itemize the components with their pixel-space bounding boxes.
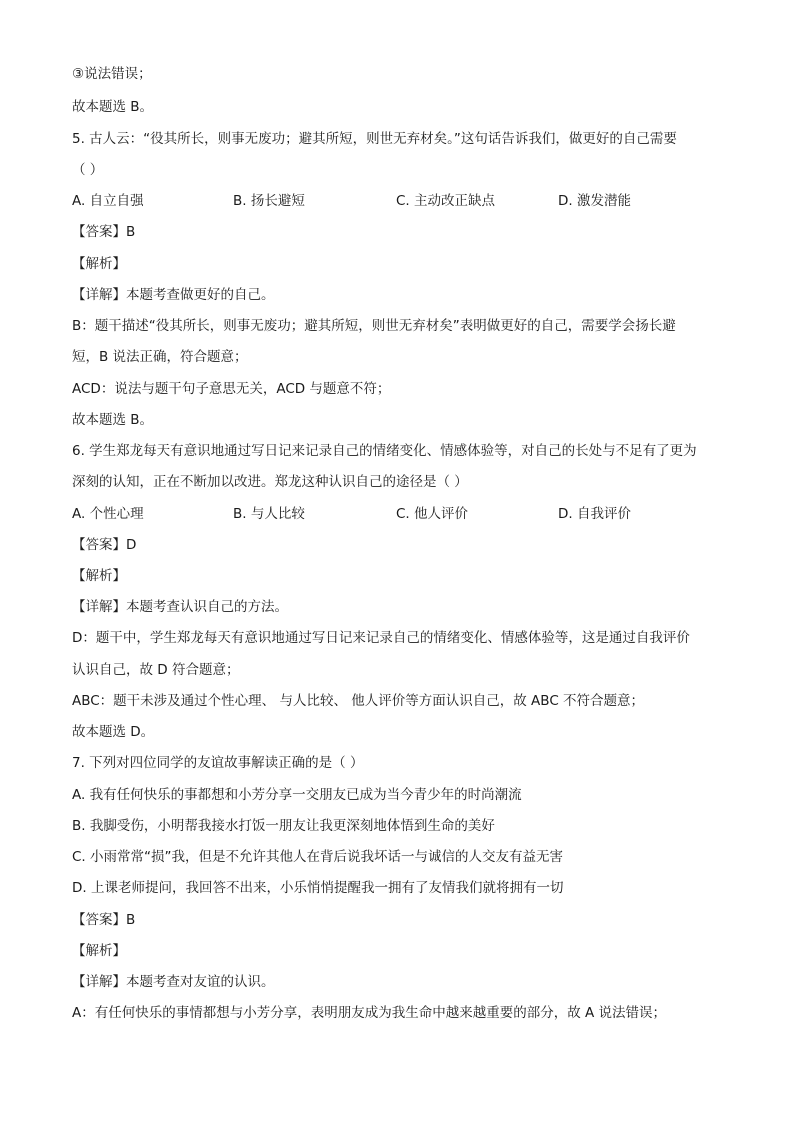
q6-option-c: C. 他人评价	[396, 506, 469, 522]
q5-option-d: D. 激发潜能	[558, 193, 631, 209]
text-line: D：题干中，学生郑龙每天有意识地通过写日记来记录自己的情绪变化、情感体验等，这是通过自我评价	[72, 630, 690, 646]
q6-option-a: A. 个性心理	[72, 506, 144, 522]
text-line: 故本题选 B。	[72, 412, 154, 428]
question-5-stem: 5. 古人云：“役其所长，则事无废功；避其所短，则世无弃材矣。”这句话告诉我们，做更好的自己需要	[72, 131, 677, 147]
analysis-label: 【解析】	[72, 256, 126, 272]
analysis-label: 【解析】	[72, 943, 126, 959]
q5-option-b: B. 扬长避短	[233, 193, 305, 209]
text-line: ACD：说法与题干句子意思无关，ACD 与题意不符；	[72, 381, 391, 397]
question-5-stem-cont: （ ）	[72, 162, 104, 178]
question-6-stem-cont: 深刻的认知，正在不断加以改进。郑龙这种认识自己的途径是（ ）	[72, 474, 468, 490]
analysis-label: 【解析】	[72, 568, 126, 584]
q7-option-d: D. 上课老师提问，我回答不出来，小乐悄悄提醒我一拥有了友情我们就将拥有一切	[72, 880, 564, 896]
q5-option-a: A. 自立自强	[72, 193, 144, 209]
q6-option-d: D. 自我评价	[558, 506, 631, 522]
text-line: A：有任何快乐的事情都想与小芳分享，表明朋友成为我生命中越来越重要的部分，故 A 说法错误；	[72, 1005, 667, 1021]
text-line: 短，B 说法正确，符合题意；	[72, 349, 248, 365]
answer-label: 【答案】D	[72, 537, 137, 553]
answer-label: 【答案】B	[72, 912, 136, 928]
text-line: 故本题选 B。	[72, 99, 154, 115]
detail-label: 【详解】本题考查对友谊的认识。	[72, 974, 275, 990]
q7-option-b: B. 我脚受伤，小明帮我接水打饭一朋友让我更深刻地体悟到生命的美好	[72, 818, 495, 834]
q5-option-c: C. 主动改正缺点	[396, 193, 496, 209]
question-6-stem: 6. 学生郑龙每天有意识地通过写日记来记录自己的情绪变化、情感体验等，对自己的长处与不足有了更为	[72, 443, 697, 459]
text-line: 认识自己，故 D 符合题意；	[72, 662, 240, 678]
text-line: 故本题选 D。	[72, 724, 155, 740]
q7-option-a: A. 我有任何快乐的事都想和小芳分享一交朋友已成为当今青少年的时尚潮流	[72, 787, 522, 803]
answer-label: 【答案】B	[72, 224, 136, 240]
question-7-stem: 7. 下列对四位同学的友谊故事解读正确的是（ ）	[72, 755, 364, 771]
detail-label: 【详解】本题考查做更好的自己。	[72, 287, 275, 303]
text-line: ABC：题干未涉及通过个性心理、 与人比较、 他人评价等方面认识自己，故 ABC 不符合题意；	[72, 693, 645, 709]
detail-label: 【详解】本题考查认识自己的方法。	[72, 599, 288, 615]
q7-option-c: C. 小雨常常“损”我，但是不允许其他人在背后说我坏话一与诚信的人交友有益无害	[72, 849, 563, 865]
text-line: B：题干描述“役其所长，则事无废功；避其所短，则世无弃材矣”表明做更好的自己，需要学会扬长避	[72, 318, 676, 334]
q6-option-b: B. 与人比较	[233, 506, 305, 522]
text-line: ③说法错误；	[72, 66, 152, 82]
